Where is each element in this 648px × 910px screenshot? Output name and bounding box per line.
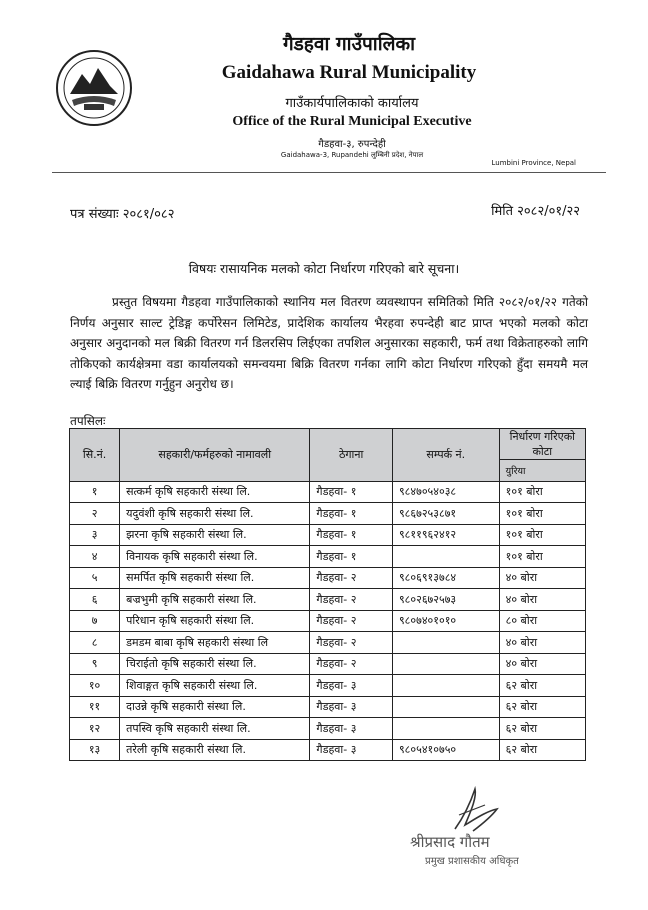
header-sn: सि.नं. xyxy=(70,429,120,482)
cell-address: गैडहवा- २ xyxy=(310,610,393,632)
cell-name: डमडम बाबा कृषि सहकारी संस्था लि xyxy=(120,632,310,654)
cell-contact: ९८४७०५४०३८ xyxy=(392,481,499,503)
cell-contact: ९८०७४०१०१० xyxy=(392,610,499,632)
cell-sn: ९ xyxy=(70,653,120,675)
cell-name: चिराईतो कृषि सहकारी संस्था लि. xyxy=(120,653,310,675)
cell-quota: ४० बोरा xyxy=(499,589,585,611)
cell-sn: १ xyxy=(70,481,120,503)
cell-address: गैडहवा- १ xyxy=(310,503,393,525)
cell-sn: १३ xyxy=(70,739,120,761)
table-row xyxy=(70,481,586,503)
cell-address: गैडहवा- ३ xyxy=(310,739,393,761)
cell-name: सत्कर्म कृषि सहकारी संस्था लि. xyxy=(120,481,310,503)
table-row xyxy=(70,610,586,632)
cell-name: परिधान कृषि सहकारी संस्था लि. xyxy=(120,610,310,632)
cell-address: गैडहवा- १ xyxy=(310,546,393,568)
letter-body: प्रस्तुत विषयमा गैडहवा गाउँपालिकाको स्थानिय मल वितरण व्यवस्थापन समितिको मिति २०८२/०१/२२ गतेको निर्णय अनुसार साल्ट ट्रेडिङ्ग कर्पोरेसन लिमिटेड, प्रादेशिक कार्यालय भैरहवा रुपन्देही बाट प्राप्त भएको मलको कोटा अनुसार अनुदानको मल बिक्री वितरण गर्न डिलरसिप लिईएका तपशिल अनुसारका सहकारी, फर्म तथा विक्रेताहरुको लागि तोकिएको कार्यक्षेत्रमा वडा कार्यालयको समन्वयमा बिक्रि वितरण गर्नका लागि कोटा निर्धारण गरिएको हुँदा समयमै मल ल्याई बिक्रि वितरण गर्नुहुन अनुरोध छ। xyxy=(70,295,588,391)
cell-quota: ६२ बोरा xyxy=(499,696,585,718)
table-row xyxy=(70,503,586,525)
cell-sn: १२ xyxy=(70,718,120,740)
table-row xyxy=(70,739,586,761)
cell-quota: ८० बोरा xyxy=(499,610,585,632)
cell-sn: ११ xyxy=(70,696,120,718)
cell-address: गैडहवा- २ xyxy=(310,632,393,654)
cell-contact: ९८६७२५३८७१ xyxy=(392,503,499,525)
cell-contact xyxy=(392,632,499,654)
province-label: Lumbini Province, Nepal xyxy=(491,159,576,167)
office-address: Gaidahawa-3, Rupandehi लुम्बिनी प्रदेश, नेपाल xyxy=(280,151,424,159)
cell-sn: ६ xyxy=(70,589,120,611)
cell-quota: ४० बोरा xyxy=(499,653,585,675)
office-name-en: Office of the Rural Municipal Executive xyxy=(232,114,472,129)
cell-sn: ३ xyxy=(70,524,120,546)
municipality-name-en: Gaidahawa Rural Municipality xyxy=(221,62,477,83)
cell-sn: ५ xyxy=(70,567,120,589)
table-row xyxy=(70,675,586,697)
cell-address: गैडहवा- १ xyxy=(310,481,393,503)
cell-address: गैडहवा- २ xyxy=(310,567,393,589)
table-row xyxy=(70,546,586,568)
cell-name: यदुवंशी कृषि सहकारी संस्था लि. xyxy=(120,503,310,525)
cell-quota: १०१ बोरा xyxy=(499,546,585,568)
table-header-row xyxy=(70,429,586,460)
cell-name: समर्पित कृषि सहकारी संस्था लि. xyxy=(120,567,310,589)
header-divider xyxy=(52,172,606,173)
cell-address: गैडहवा- २ xyxy=(310,589,393,611)
cell-address: गैडहवा- ३ xyxy=(310,675,393,697)
header-quota-urea: युरिया xyxy=(499,460,585,482)
cell-quota: ६२ बोरा xyxy=(499,739,585,761)
cell-sn: २ xyxy=(70,503,120,525)
cell-address: गैडहवा- ३ xyxy=(310,718,393,740)
cell-contact xyxy=(392,653,499,675)
cell-quota: १०१ बोरा xyxy=(499,524,585,546)
cell-contact: ९८०५४१०७५० xyxy=(392,739,499,761)
municipality-name-np: गैडहवा गाउँपालिका xyxy=(282,33,416,55)
cell-address: गैडहवा- ३ xyxy=(310,696,393,718)
table-row xyxy=(70,718,586,740)
list-label: तपसिलः xyxy=(70,414,106,428)
cell-address: गैडहवा- १ xyxy=(310,524,393,546)
table-row xyxy=(70,696,586,718)
signatory-stamp-title: प्रमुख प्रशासकीय अधिकृत xyxy=(425,856,519,867)
cell-name: दाउन्ने कृषि सहकारी संस्था लि. xyxy=(120,696,310,718)
cell-address: गैडहवा- २ xyxy=(310,653,393,675)
header-name: सहकारी/फर्महरुको नामावली xyxy=(120,429,310,482)
cell-name: शिवाङ्गत कृषि सहकारी संस्था लि. xyxy=(120,675,310,697)
cell-contact: ९८०६९१३७८४ xyxy=(392,567,499,589)
reference-number: पत्र संख्याः २०८१/०८२ xyxy=(70,207,175,222)
cell-sn: ४ xyxy=(70,546,120,568)
cell-sn: ७ xyxy=(70,610,120,632)
cell-name: तरेली कृषि सहकारी संस्था लि. xyxy=(120,739,310,761)
table-row xyxy=(70,653,586,675)
table-row xyxy=(70,567,586,589)
cell-contact xyxy=(392,718,499,740)
table-body xyxy=(70,481,586,761)
cell-contact xyxy=(392,546,499,568)
cell-name: विनायक कृषि सहकारी संस्था लि. xyxy=(120,546,310,568)
cell-quota: ६२ बोरा xyxy=(499,675,585,697)
table-row xyxy=(70,589,586,611)
header-address: ठेगाना xyxy=(310,429,393,482)
quota-table xyxy=(69,428,586,761)
letter-date: मिति २०८२/०१/२२ xyxy=(491,204,580,219)
table-row xyxy=(70,632,586,654)
cell-name: तपस्वि कृषि सहकारी संस्था लि. xyxy=(120,718,310,740)
cell-quota: ४० बोरा xyxy=(499,632,585,654)
letter-subject: विषयः रासायनिक मलको कोटा निर्धारण गरिएको बारे सूचना। xyxy=(188,261,460,276)
office-name-np: गाउँकार्यपालिकाको कार्यालय xyxy=(285,96,419,111)
cell-contact xyxy=(392,696,499,718)
signature-mark xyxy=(445,785,505,835)
ward-address-np: गैडहवा-३, रुपन्देही xyxy=(318,139,386,150)
cell-quota: १०१ बोरा xyxy=(499,503,585,525)
signatory-stamp-name: श्रीप्रसाद गौतम xyxy=(410,833,490,851)
cell-quota: ६२ बोरा xyxy=(499,718,585,740)
cell-name: बज्रभुमी कृषि सहकारी संस्था लि. xyxy=(120,589,310,611)
table-row xyxy=(70,524,586,546)
cell-quota: १०१ बोरा xyxy=(499,481,585,503)
cell-contact xyxy=(392,675,499,697)
header-quota: निर्धारण गरिएको कोटा xyxy=(499,429,585,460)
cell-name: झरना कृषि सहकारी संस्था लि. xyxy=(120,524,310,546)
cell-sn: ८ xyxy=(70,632,120,654)
cell-contact: ९८११९६२४१२ xyxy=(392,524,499,546)
cell-quota: ४० बोरा xyxy=(499,567,585,589)
header-contact: सम्पर्क नं. xyxy=(392,429,499,482)
cell-contact: ९८०२६७२५७३ xyxy=(392,589,499,611)
cell-sn: १० xyxy=(70,675,120,697)
